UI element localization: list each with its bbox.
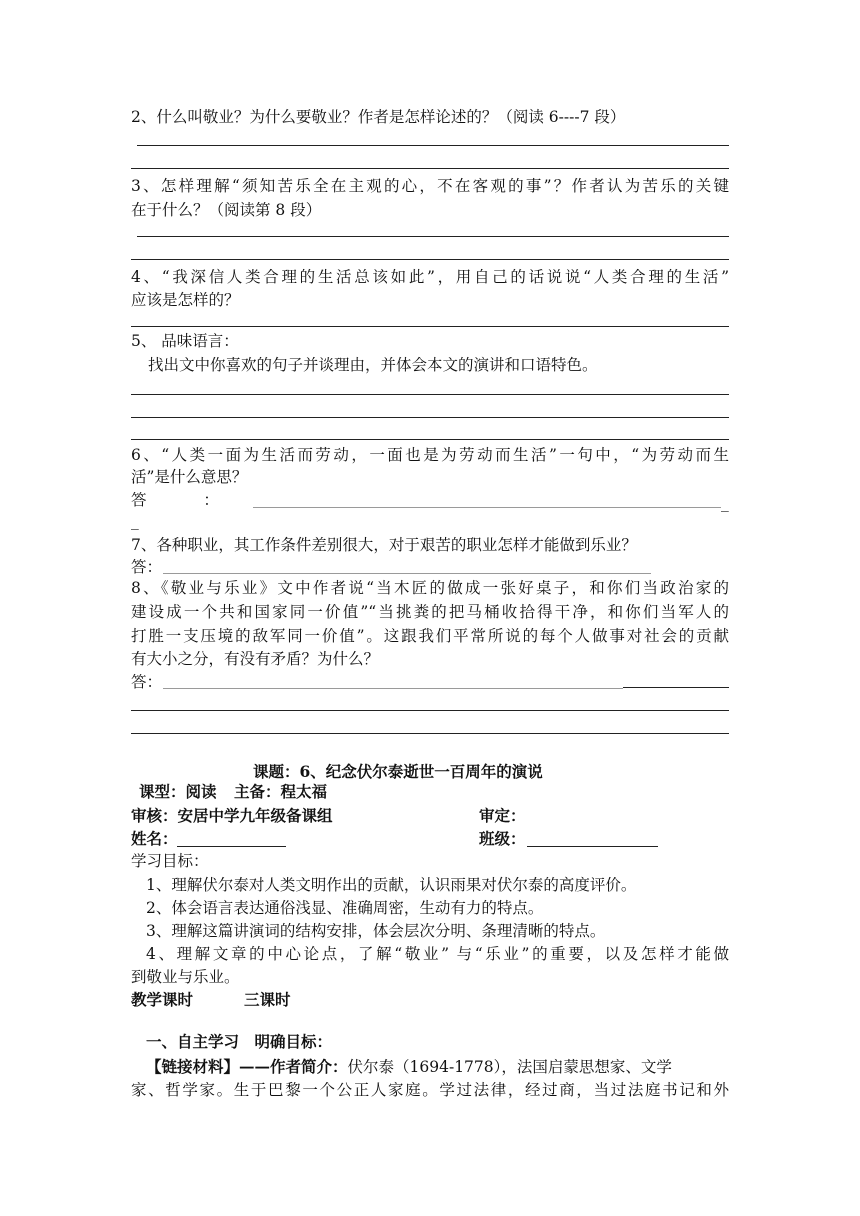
name-field-line (177, 846, 286, 847)
answer-line (131, 733, 729, 734)
goals-heading: 学习目标： (131, 852, 209, 870)
answer-line (137, 236, 729, 237)
author-intro-text: 伏尔泰（1694-1778），法国启蒙思想家、文学 (347, 1058, 672, 1076)
question-3-line-2: 在于什么？（阅读第 8 段） (131, 201, 322, 219)
period-label: 教学课时 (131, 990, 194, 1009)
answer-label: 答： (131, 673, 163, 691)
question-6-line-2: 活”是什么意思？ (131, 468, 248, 486)
answer-line (131, 168, 729, 169)
answer-line (163, 688, 623, 689)
answer-underscore: _ (131, 512, 139, 530)
question-8-line-1: 8、《敬业与乐业》文中作者说“当木匠的做成一张好桌子，和你们当政治家的 (131, 579, 729, 597)
question-8-line-2: 建设成一个共和国家同一价值”“当挑粪的把马桶收拾得干净，和你们当军人的 (131, 603, 729, 621)
lesson-type: 课型：阅读 (139, 782, 217, 801)
link-material-label: 【链接材料】——作者简介： (146, 1057, 348, 1076)
answer-label: 答： (131, 558, 163, 576)
question-8-line-4: 有大小之分，有没有矛盾？为什么？ (131, 650, 380, 668)
answer-line (131, 326, 729, 327)
question-4-line-2: 应该是怎样的？ (131, 291, 240, 309)
goal-item: 1、理解伏尔泰对人类文明作出的贡献，认识雨果对伏尔泰的高度评价。 (146, 876, 637, 894)
question-5-heading: 5、 品味语言： (131, 332, 239, 350)
author-intro-line-1 (146, 1054, 729, 1079)
goal-item: 3、理解这篇讲演词的结构安排，体会层次分明、条理清晰的特点。 (146, 922, 606, 940)
answer-line (131, 394, 729, 395)
answer-line (137, 145, 729, 146)
goal-item: 4、理解文章的中心论点，了解“敬业” 与“乐业”的重要，以及怎样才能做 (146, 945, 729, 963)
goal-item: 2、体会语言表达通俗浅显、准确周密，生动有力的特点。 (146, 899, 544, 917)
answer-line (623, 687, 729, 688)
answer-line (131, 417, 729, 418)
answer-underscore: _ (721, 494, 729, 512)
question-5-body: 找出文中你喜欢的句子并谈理由，并体会本文的演讲和口语特色。 (148, 356, 598, 374)
answer-line (253, 507, 721, 508)
question-7: 7、各种职业，其工作条件差别很大，对于艰苦的职业怎样才能做到乐业？ (131, 536, 637, 554)
question-6-line-1: 6、“人类一面为生活而劳动，一面也是为劳动而生活”一句中，“为劳动而生 (131, 446, 729, 464)
author-intro-line-2: 家、哲学家。生于巴黎一个公正人家庭。学过法律，经过商，当过法庭书记和外 (131, 1081, 729, 1099)
answer-line (131, 259, 729, 260)
answer-line (163, 573, 651, 574)
question-2: 2、什么叫敬业？为什么要敬业？作者是怎样论述的？（阅读 6----7 段） (131, 108, 626, 126)
period-value: 三课时 (244, 990, 291, 1009)
name-label: 姓名： (131, 829, 178, 848)
section-heading: 一、自主学习 明确目标： (146, 1032, 333, 1051)
lesson-title: 课题：6、纪念伏尔泰逝世一百周年的演说 (253, 762, 543, 781)
question-3-line-1: 3、怎样理解“须知苦乐全在主观的心，不在客观的事”？作者认为苦乐的关键 (131, 177, 729, 195)
lesson-author: 主备：程太福 (234, 782, 328, 801)
question-4-line-1: 4、“我深信人类合理的生活总该如此”，用自己的话说说“人类合理的生活” (131, 268, 729, 286)
question-8-line-3: 打胜一支压境的敌军同一价值”。这跟我们平常所说的每个人做事对社会的贡献 (131, 627, 729, 645)
answer-line (131, 439, 729, 440)
class-label: 班级： (479, 829, 526, 848)
answer-label: 答 ： (131, 491, 245, 509)
approval-label: 审定： (479, 806, 526, 825)
class-field-line (527, 846, 658, 847)
review-group: 审核：安居中学九年级备课组 (131, 806, 333, 825)
answer-line (131, 710, 729, 711)
goal-item-continued: 到敬业与乐业。 (131, 968, 240, 986)
